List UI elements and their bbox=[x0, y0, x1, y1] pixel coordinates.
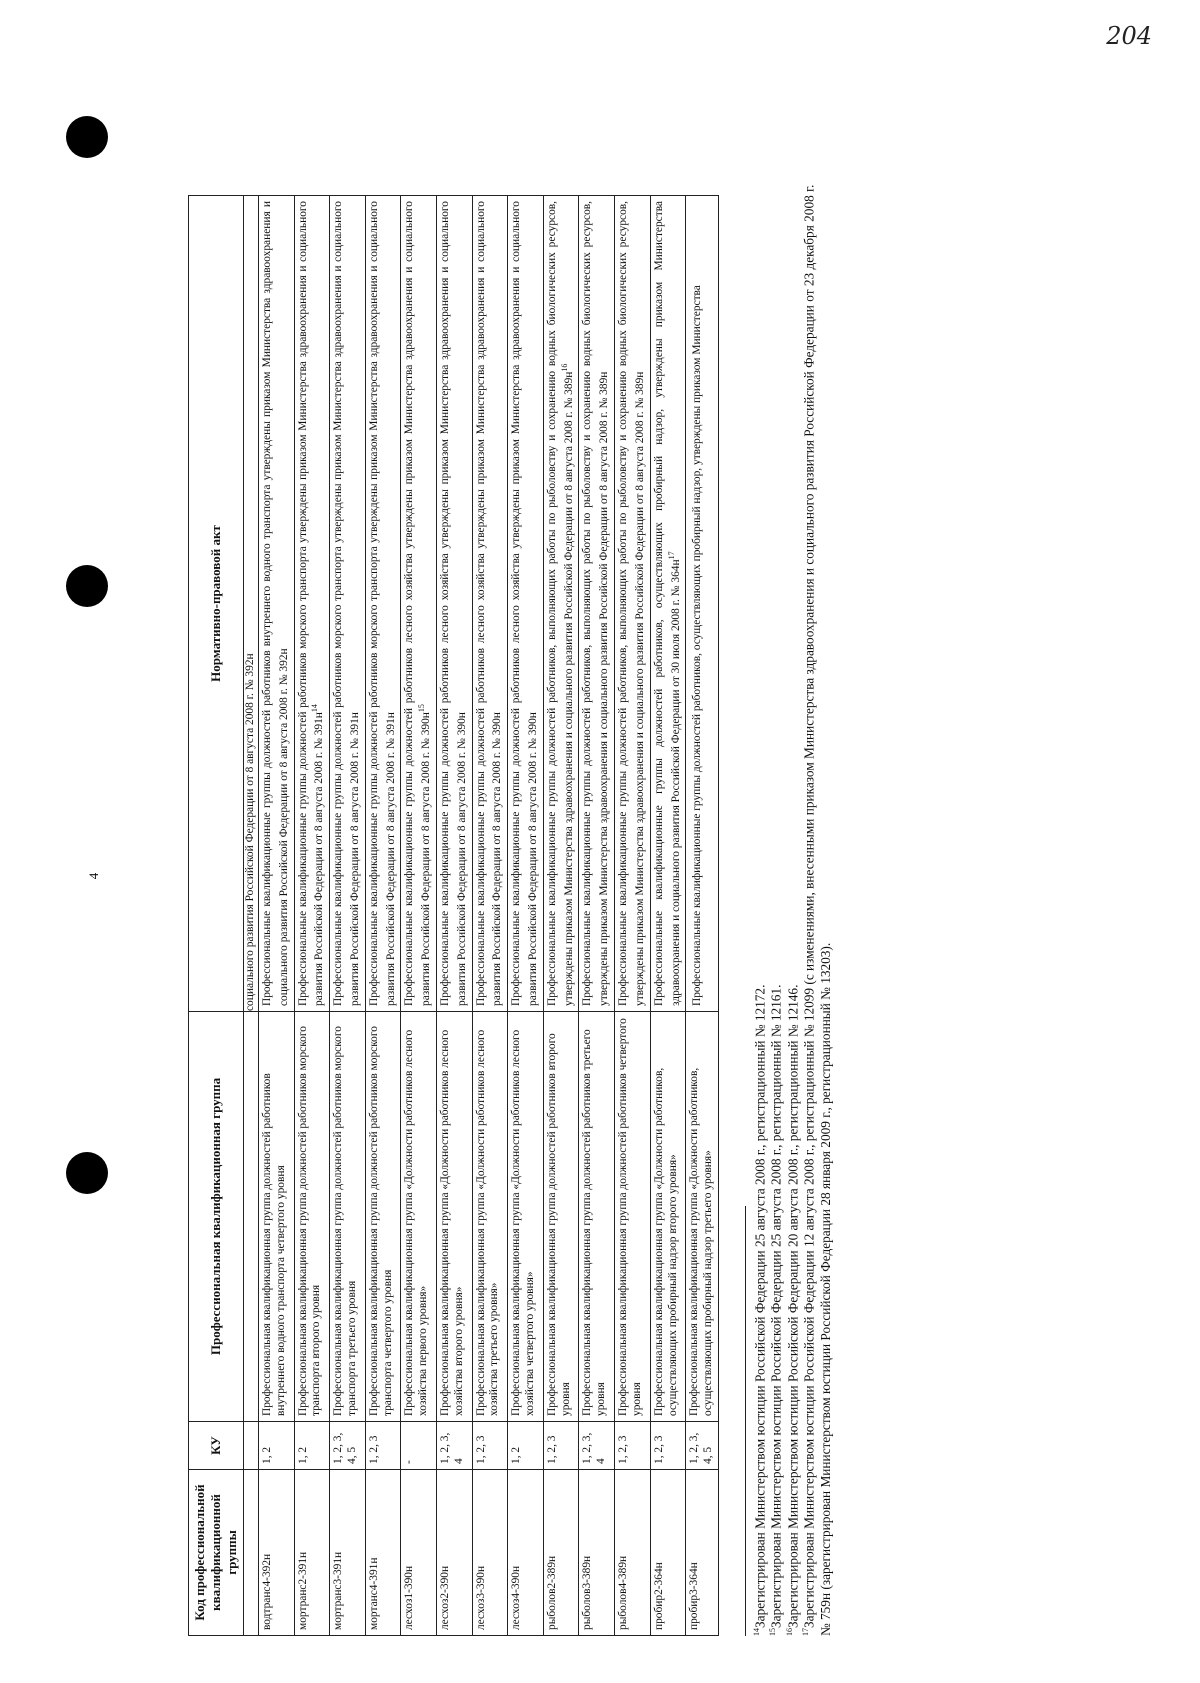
cell-group bbox=[436, 1012, 472, 1422]
qualification-groups-table bbox=[188, 195, 719, 1636]
cell-act bbox=[686, 196, 719, 1012]
table-row bbox=[365, 196, 401, 1636]
cell-group bbox=[579, 1012, 615, 1422]
act-text: Профессиональные квалификационные группы должностей работников лесного хозяйства утверждены приказом Министерства здравоохранения и социального развития Российской Федерации от 8 августа 2008 г. № 390н bbox=[510, 201, 539, 1006]
continuation-row bbox=[244, 196, 259, 1636]
cell-code bbox=[258, 1470, 294, 1636]
table-row bbox=[330, 196, 366, 1636]
cell-code bbox=[436, 1470, 472, 1636]
footnote-number: 15 bbox=[768, 1628, 778, 1636]
table-header-row bbox=[189, 196, 244, 1636]
group-text: Профессиональная квалификационная группа должностей работников внутреннего водного транспорта четвертого уровня bbox=[260, 1073, 287, 1416]
footnote-text: Зарегистрирован Министерством юстиции Российской Федерации 12 августа 2008 г., регистрационный № 12099 (с изменениями, внесенными приказом Министерства здравоохранения и социального развития Российской Федерации от 23 декабря 2008 г. № 759н (зарегистрирован Министерством юстиции Российской Федерации 28 января 2009 г., регистрационный № 13203). bbox=[801, 184, 833, 1636]
table-row bbox=[543, 196, 579, 1636]
ku-text: 1, 2 bbox=[510, 1446, 523, 1464]
cell-ku bbox=[508, 1422, 544, 1470]
ku-text: - bbox=[403, 1460, 416, 1464]
group-text: Профессиональная квалификационная группа должностей работников морского транспорта четвертого уровня bbox=[367, 1026, 394, 1416]
footnote bbox=[785, 176, 801, 1636]
footnote-ref: 17 bbox=[666, 551, 676, 560]
header-ku: КУ bbox=[189, 1422, 244, 1470]
table-body bbox=[244, 196, 719, 1636]
cell-code bbox=[686, 1470, 719, 1636]
act-text: Профессиональные квалификационные группы должностей работников морского транспорта утверждены приказом Министерства здравоохранения и социального развития Российской Федерации от 8 августа 2008 г. № 391н bbox=[367, 201, 397, 1006]
footnotes bbox=[746, 176, 833, 1636]
act-text: Профессиональные квалификационные группы должностей работников морского транспорта утверждены приказом Министерства здравоохранения и социального развития Российской Федерации от 8 августа 2008 г. № 391н bbox=[332, 201, 361, 1006]
cell-act bbox=[508, 196, 544, 1012]
ku-text: 1, 2, 3, 4, 5 bbox=[332, 1432, 359, 1464]
cell-act bbox=[294, 196, 330, 1012]
act-text: Профессиональные квалификационные группы должностей работников лесного хозяйства утверждены приказом Министерства здравоохранения и социального развития Российской Федерации от 8 августа 2008 г. № 390н bbox=[438, 201, 468, 1006]
act-text: Профессиональные квалификационные группы должностей работников внутреннего водного транспорта утверждены приказом Министерства здравоохранения и социального развития Российской Федерации от 8 августа 2008 г. № 392н bbox=[260, 201, 290, 1006]
ku-text: 1, 2 bbox=[260, 1446, 273, 1464]
footnote bbox=[752, 176, 768, 1636]
cell-code bbox=[294, 1470, 330, 1636]
group-text: Профессиональная квалификационная группа «Должности работников лесного хозяйства первого уровня» bbox=[403, 1029, 430, 1416]
cell-ku bbox=[294, 1422, 330, 1470]
cell-code bbox=[401, 1470, 437, 1636]
code-text: рыболов4-389н bbox=[617, 1555, 629, 1630]
code-text: лесхоз4-390н bbox=[510, 1565, 523, 1630]
act-text: Профессиональные квалификационные группы должностей работников лесного хозяйства утверждены приказом Министерства здравоохранения и социального развития Российской Федерации от 8 августа 2008 г. № 390н bbox=[403, 201, 433, 1006]
cell-code bbox=[579, 1470, 615, 1636]
cell-group bbox=[472, 1012, 508, 1422]
cell-act bbox=[472, 196, 508, 1012]
footnote-number: 14 bbox=[752, 1628, 762, 1636]
cell-ku bbox=[472, 1422, 508, 1470]
cell-ku bbox=[330, 1422, 366, 1470]
footnote-number: 17 bbox=[801, 1628, 811, 1636]
cell-group bbox=[543, 1012, 579, 1422]
cell-code bbox=[365, 1470, 401, 1636]
cell-ku bbox=[686, 1422, 719, 1470]
ku-text: 1, 2, 3, 4 bbox=[581, 1432, 608, 1464]
group-text: Профессиональная квалификационная группа «Должности работников, осуществляющих пробирный надзор третьего уровня» bbox=[688, 1067, 715, 1416]
cell-group bbox=[365, 1012, 401, 1422]
table-row bbox=[401, 196, 437, 1636]
cell-act bbox=[436, 196, 472, 1012]
code-text: мортранс2-391н bbox=[296, 1551, 309, 1630]
table-row bbox=[472, 196, 508, 1636]
cell-act bbox=[401, 196, 437, 1012]
ku-text: 1, 2 bbox=[296, 1446, 309, 1464]
code-text: пробир3-364н bbox=[688, 1562, 701, 1630]
table-row bbox=[650, 196, 686, 1636]
ku-text: 1, 2, 3, 4, 5 bbox=[688, 1432, 715, 1464]
group-text: Профессиональная квалификационная группа «Должности работников лесного хозяйства третьего уровня» bbox=[474, 1029, 501, 1416]
code-text: рыболов2-389н bbox=[545, 1555, 558, 1630]
footnote-number: 16 bbox=[784, 1628, 794, 1636]
footnote-ref: 16 bbox=[559, 363, 569, 372]
group-text: Профессиональная квалификационная группа должностей работников третьего уровня bbox=[581, 1029, 608, 1416]
act-text: Профессиональные квалификационные группы должностей работников, выполняющих работы по рыболовству и сохранению водных биологических ресурсов, утверждены приказом Министерства здравоохранения и социального развития Российской Федерации от 8 августа 2008 г. № 389н bbox=[617, 201, 646, 1006]
footnote-text: Зарегистрирован Министерством юстиции Российской Федерации 25 августа 2008 г., регистрационный № 12172. bbox=[752, 984, 768, 1628]
act-text: Профессиональные квалификационные группы должностей работников, осуществляющих пробирный надзор, утверждены приказом Министерства здравоохранения и социального развития Российской Федерации от 30 июля 2008 г. № 364н bbox=[652, 201, 682, 1006]
code-text: лесхоз1-390н bbox=[403, 1565, 416, 1630]
cell-code bbox=[615, 1470, 651, 1636]
ku-text: 1, 2, 3 bbox=[367, 1435, 380, 1464]
ku-text: 1, 2, 3 bbox=[545, 1435, 558, 1464]
cell-group bbox=[330, 1012, 366, 1422]
cell-act bbox=[650, 196, 686, 1012]
code-text: пробир2-364н bbox=[652, 1562, 665, 1630]
header-group: Профессиональная квалификационная группа bbox=[189, 1012, 244, 1422]
rotated-page-content bbox=[82, 116, 1162, 1636]
act-text: Профессиональные квалификационные группы должностей работников, осуществляющих пробирный надзор, утверждены приказом Министерства bbox=[691, 285, 704, 1006]
ku-text: 1, 2, 3 bbox=[652, 1435, 665, 1464]
footnote-ref: 15 bbox=[417, 704, 427, 713]
group-text: Профессиональная квалификационная группа должностей работников четвертого уровня bbox=[617, 1018, 643, 1416]
code-text: мортанс4-391н bbox=[367, 1557, 380, 1630]
handwritten-page-number: 204 bbox=[1106, 22, 1152, 50]
cell-act bbox=[258, 196, 294, 1012]
footnote-text: Зарегистрирован Министерством юстиции Российской Федерации 25 августа 2008 г., регистрационный № 12161. bbox=[768, 984, 784, 1628]
act-text: Профессиональные квалификационные группы должностей работников, выполняющих работы по рыболовству и сохранению водных биологических ресурсов, утверждены приказом Министерства здравоохранения и социального развития Российской Федерации от 8 августа 2008 г. № 389н bbox=[581, 201, 611, 1006]
code-text: мортранс3-391н bbox=[332, 1551, 345, 1630]
cell-group bbox=[686, 1012, 719, 1422]
group-text: Профессиональная квалификационная группа должностей работников морского транспорта третьего уровня bbox=[332, 1026, 359, 1416]
cell-ku bbox=[401, 1422, 437, 1470]
cell-act bbox=[615, 196, 651, 1012]
cell-ku bbox=[650, 1422, 686, 1470]
ku-text: 1, 2, 3 bbox=[474, 1435, 487, 1464]
footnote bbox=[801, 176, 833, 1636]
table-row bbox=[294, 196, 330, 1636]
code-text: водтранс4-392н bbox=[260, 1553, 273, 1630]
cell-code bbox=[508, 1470, 544, 1636]
footnote-ref: 14 bbox=[310, 704, 320, 713]
cell-code bbox=[543, 1470, 579, 1636]
footnote-text: Зарегистрирован Министерством юстиции Российской Федерации 20 августа 2008 г., регистрационный № 12146. bbox=[785, 984, 801, 1628]
cell-ku bbox=[365, 1422, 401, 1470]
table-row bbox=[579, 196, 615, 1636]
group-text: Профессиональная квалификационная группа «Должности работников лесного хозяйства четвертого уровня» bbox=[510, 1029, 537, 1416]
cell-ku bbox=[543, 1422, 579, 1470]
cell-group bbox=[258, 1012, 294, 1422]
act-text: Профессиональные квалификационные группы должностей работников морского транспорта утверждены приказом Министерства здравоохранения и социального развития Российской Федерации от 8 августа 2008 г. № 391н bbox=[296, 201, 326, 1006]
cell-code bbox=[650, 1470, 686, 1636]
table-row bbox=[686, 196, 719, 1636]
cell-group bbox=[650, 1012, 686, 1422]
cell-act bbox=[543, 196, 579, 1012]
code-text: лесхоз3-390н bbox=[474, 1565, 487, 1630]
cell-act bbox=[330, 196, 366, 1012]
header-code: Код профессиональной квалификационной группы bbox=[189, 1470, 244, 1636]
ku-text: 1, 2, 3, 4 bbox=[438, 1432, 465, 1464]
group-text: Профессиональная квалификационная группа должностей работников второго уровня bbox=[545, 1033, 572, 1416]
cell-code bbox=[330, 1470, 366, 1636]
cell-ku bbox=[579, 1422, 615, 1470]
cell-group bbox=[508, 1012, 544, 1422]
code-text: лесхоз2-390н bbox=[438, 1565, 451, 1630]
cell-group bbox=[401, 1012, 437, 1422]
footnote bbox=[768, 176, 784, 1636]
header-act: Нормативно-правовой акт bbox=[189, 196, 244, 1012]
cell-act bbox=[579, 196, 615, 1012]
cell-group bbox=[615, 1012, 651, 1422]
act-text: Профессиональные квалификационные группы должностей работников лесного хозяйства утверждены приказом Министерства здравоохранения и социального развития Российской Федерации от 8 августа 2008 г. № 390н bbox=[474, 201, 504, 1006]
table-row bbox=[508, 196, 544, 1636]
table-row bbox=[615, 196, 651, 1636]
group-text: Профессиональная квалификационная группа должностей работников морского транспорта второго уровня bbox=[296, 1026, 323, 1416]
code-text: рыболов3-389н bbox=[581, 1555, 594, 1630]
cell-code bbox=[472, 1470, 508, 1636]
ku-text: 1, 2, 3 bbox=[617, 1435, 629, 1464]
continuation-act: социального развития Российской Федерации от 8 августа 2008 г. № 392н bbox=[244, 196, 259, 1012]
page-number: 4 bbox=[86, 872, 101, 880]
act-text: Профессиональные квалификационные группы должностей работников, выполняющих работы по рыболовству и сохранению водных биологических ресурсов, утверждены приказом Министерства здравоохранения и социального развития Российской Федерации от 8 августа 2008 г. № 389н bbox=[545, 201, 575, 1006]
cell-act bbox=[365, 196, 401, 1012]
cell-ku bbox=[436, 1422, 472, 1470]
table-row bbox=[436, 196, 472, 1636]
group-text: Профессиональная квалификационная группа «Должности работников, осуществляющих пробирный надзор второго уровня» bbox=[652, 1067, 679, 1416]
table-row bbox=[258, 196, 294, 1636]
group-text: Профессиональная квалификационная группа «Должности работников лесного хозяйства второго уровня» bbox=[438, 1029, 465, 1416]
cell-ku bbox=[258, 1422, 294, 1470]
cell-group bbox=[294, 1012, 330, 1422]
cell-ku bbox=[615, 1422, 651, 1470]
